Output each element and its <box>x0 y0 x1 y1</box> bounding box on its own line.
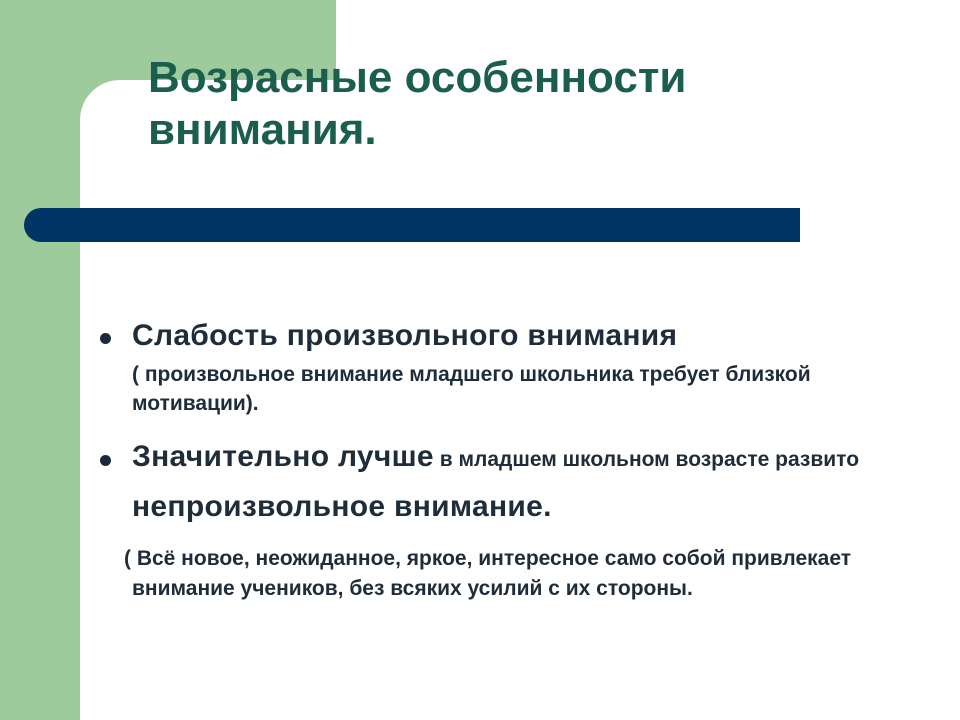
accent-bar <box>24 208 800 242</box>
bullet-detail: ( произвольное внимание младшего школьника требует близкой мотивации). <box>132 363 811 415</box>
bullet-icon <box>100 455 111 466</box>
slide-title: Возрасные особенности внимания. <box>148 53 687 154</box>
bullet-icon <box>100 333 111 344</box>
bullet-tail-bold: непроизвольное внимание. <box>132 490 552 523</box>
bullet-item-involuntary-attention <box>96 434 916 534</box>
note-paragraph: ( Всё новое, неожиданное, яркое, интересное само собой привлекает внимание учеников, без всяких усилий с их стороны. <box>124 547 852 600</box>
bullet-middle-text: в младшем школьном возрасте развито <box>433 448 860 471</box>
bullet-item-weak-voluntary-attention <box>96 312 916 418</box>
slide-body <box>96 312 916 604</box>
bullet-lead-bold: Значительно лучше <box>132 440 434 473</box>
bullet-heading: Слабость произвольного внимания <box>132 319 678 352</box>
